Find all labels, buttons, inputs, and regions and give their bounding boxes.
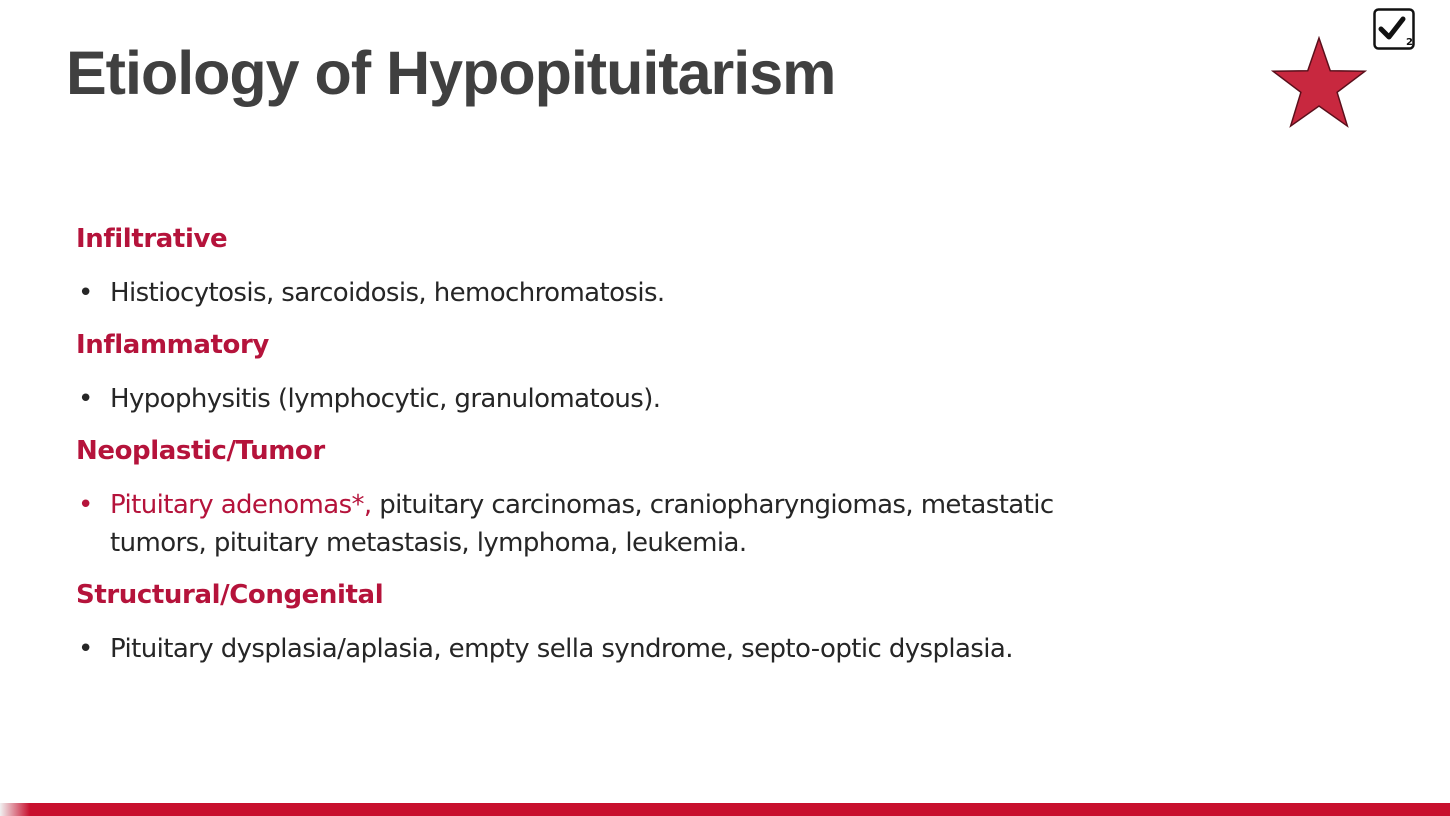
bullet-dot-icon: • (78, 490, 93, 520)
bullet-text: Histiocytosis, sarcoidosis, hemochromatosis. (110, 278, 665, 308)
bullet-highlight-text: Pituitary adenomas*, (110, 490, 372, 520)
checkbox-subscript: 2 (1406, 37, 1413, 48)
bullet-item (76, 380, 1156, 418)
section-heading: Structural/Congenital (76, 580, 384, 610)
section-inflammatory (76, 326, 1156, 418)
red-star-icon (1270, 36, 1368, 128)
bullet-item (76, 274, 1156, 312)
checkbox-checked-icon[interactable] (1373, 8, 1415, 50)
bullet-dot-icon: • (78, 278, 93, 308)
bullet-dot-icon: • (78, 634, 93, 664)
section-structural (76, 576, 1156, 668)
bullet-text: Hypophysitis (lymphocytic, granulomatous). (110, 384, 661, 414)
bullet-text: Pituitary dysplasia/aplasia, empty sella syndrome, septo-optic dysplasia. (110, 634, 1013, 664)
bullet-text: pituitary carcinomas, craniopharyngiomas, metastatic tumors, pituitary metastasis, lymphoma, leukemia. (110, 490, 1054, 558)
bullet-item (76, 630, 1156, 668)
section-heading: Neoplastic/Tumor (76, 436, 325, 466)
bullet-item (76, 486, 1156, 562)
section-heading: Infiltrative (76, 224, 228, 254)
slide-title: Etiology of Hypopituitarism (66, 39, 836, 107)
slide-content (76, 220, 1156, 682)
section-heading: Inflammatory (76, 330, 269, 360)
section-infiltrative (76, 220, 1156, 312)
bullet-dot-icon: • (78, 384, 93, 414)
footer-accent-bar (0, 803, 1450, 816)
section-neoplastic (76, 432, 1156, 562)
